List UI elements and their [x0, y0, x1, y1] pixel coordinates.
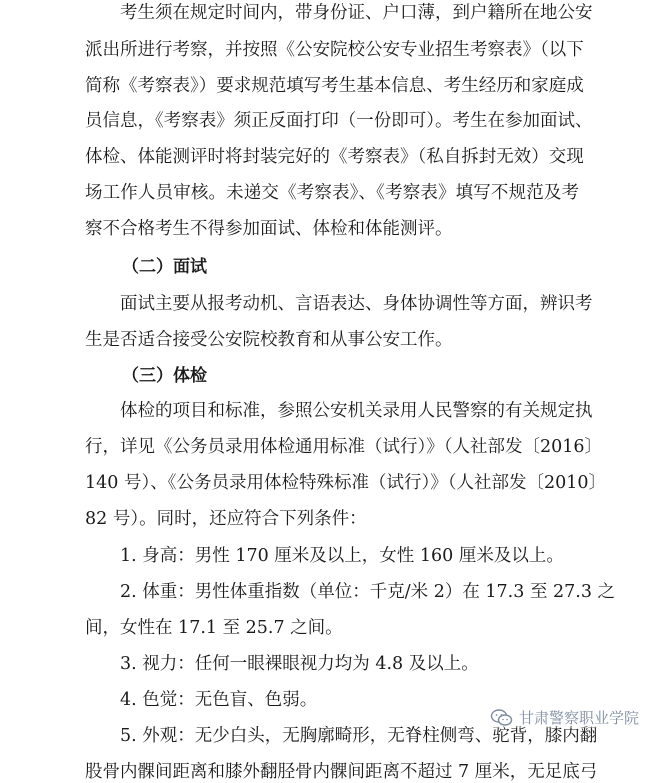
watermark [491, 707, 639, 728]
list-item: 3. 视力：任何一眼裸眼视力均为 4.8 及以上。 [120, 654, 479, 674]
paragraph-line: 140 号）、《公务员录用体检特殊标准（试行）》（人社部发〔2010〕 [85, 473, 606, 493]
paragraph-line: 体检的项目和标准，参照公安机关录用人民警察的有关规定执 [120, 401, 593, 421]
section-heading: （三）体检 [122, 366, 207, 386]
paragraph-line: 间，女性在 17.1 至 25.7 之间。 [85, 618, 343, 638]
paragraph-line: 察不合格考生不得参加面试、体检和体能测评。 [85, 219, 453, 239]
paragraph-line: 员信息，《考察表》须正反面打印（一份即可）。考生在参加面试、 [85, 111, 593, 131]
paragraph-line: 派出所进行考察，并按照《公安院校公安专业招生考察表》（以下 [85, 40, 584, 60]
list-item: 1. 身高：男性 170 厘米及以上，女性 160 厘米及以上。 [120, 546, 564, 566]
paragraph-line: 股骨内髁间距离和膝外翻胫骨内髁间距离不超过 7 厘米，无足底弓 [85, 762, 598, 782]
wechat-icon [491, 709, 513, 727]
paragraph-line: 行，详见《公务员录用体检通用标准（试行）》（人社部发〔2016〕 [85, 437, 603, 457]
paragraph-line: 体检、体能测评时将封装完好的《考察表》（私自拆封无效）交现 [85, 147, 584, 167]
paragraph-line: 82 号）。同时，还应符合下列条件： [85, 509, 367, 529]
list-item: 4. 色觉：无色盲、色弱。 [120, 690, 318, 710]
watermark-label: 甘肃警察职业学院 [518, 709, 639, 727]
section-heading: （二）面试 [122, 257, 207, 277]
paragraph-line: 面试主要从报考动机、言语表达、身体协调性等方面，辨识考 [120, 294, 593, 314]
paragraph-line: 简称《考察表》）要求规范填写考生基本信息、考生经历和家庭成 [85, 76, 584, 96]
paragraph-line: 考生须在规定时间内，带身份证、户口薄，到户籍所在地公安 [120, 3, 593, 23]
paragraph-line: 生是否适合接受公安院校教育和从事公安工作。 [85, 330, 453, 350]
list-item: 5. 外观：无少白头，无胸廓畸形，无脊柱侧弯、驼背，膝内翻 [120, 726, 598, 746]
paragraph-line: 场工作人员审核。未递交《考察表》、《考察表》填写不规范及考 [85, 183, 579, 203]
list-item: 2. 体重：男性体重指数（单位：千克/米 2）在 17.3 至 27.3 之 [120, 582, 616, 602]
